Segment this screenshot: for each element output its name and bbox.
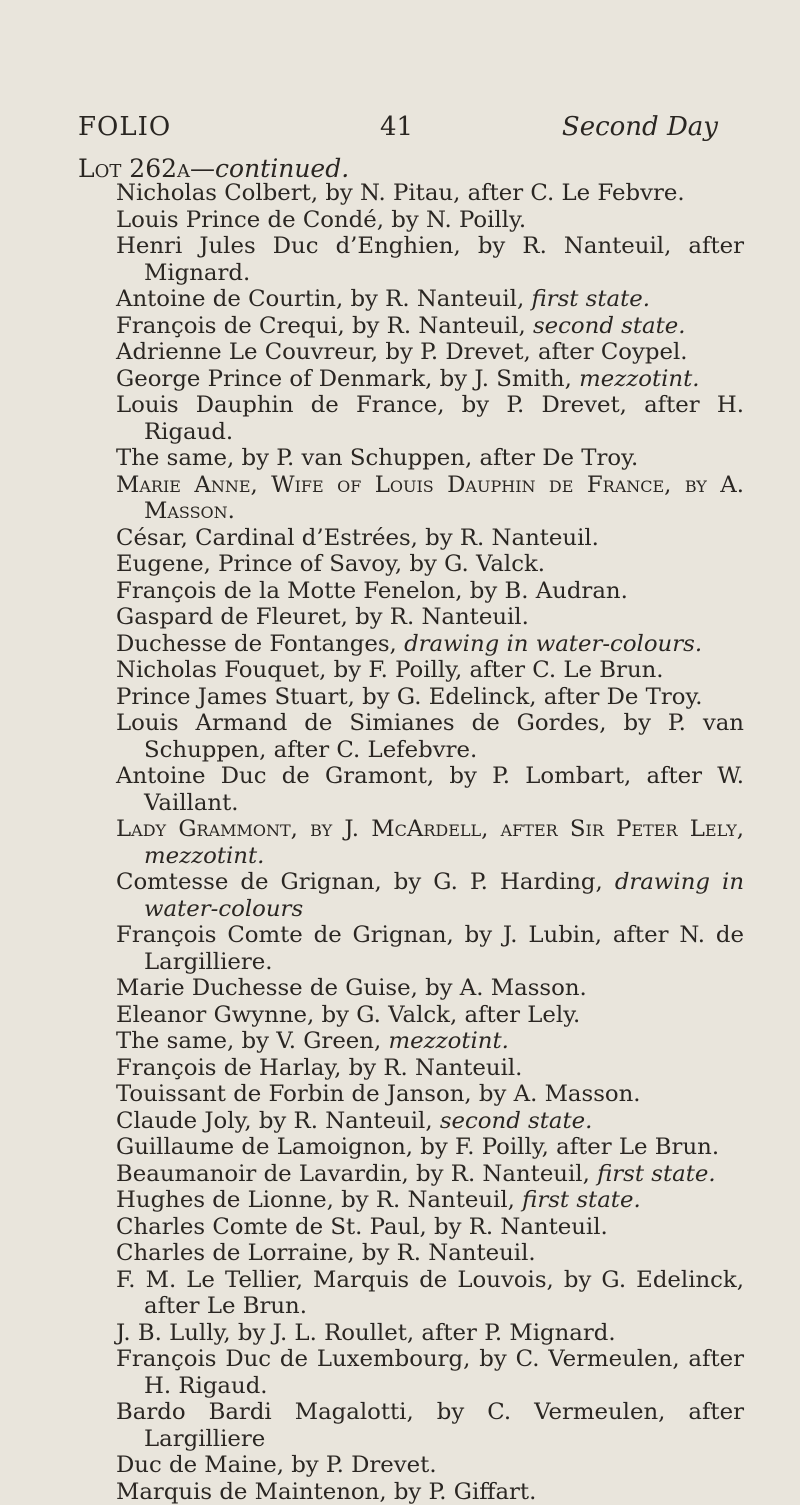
entry-text: Touissant de Forbin de Janson, by A. Masson. [116,1081,641,1107]
entry-text: Comtesse de Grignan, by G. P. Harding, [116,869,615,895]
list-item [116,1028,744,1055]
entry-note: first state. [531,286,650,312]
entry-note: first state. [522,1187,641,1213]
entry-text: Antoine Duc de Gramont, by P. Lombart, after W. Vaillant. [116,763,744,816]
entry-text: Duchesse de Fontanges, [116,631,404,657]
list-item [116,1346,744,1399]
entry-text: Duc de Maine, by P. Drevet. [116,1452,437,1478]
entry-text: François de la Motte Fenelon, by B. Audran. [116,578,628,604]
list-item [116,525,744,552]
list-item [116,922,744,975]
entry-text: Charles de Lorraine, by R. Nanteuil. [116,1240,536,1266]
entry-text: Louis Armand de Simianes de Gordes, by P. van Schuppen, after C. Lefebvre. [116,710,744,763]
entry-note: first state. [597,1161,716,1187]
entry-text: César, Cardinal d’Estrées, by R. Nanteuil. [116,525,599,551]
entry-text: Antoine de Courtin, by R. Nanteuil, [116,286,531,312]
list-item [116,339,744,366]
entry-text: Louis Dauphin de France, by P. Drevet, after H. Rigaud. [116,392,744,445]
entry-text: Gaspard de Fleuret, by R. Nanteuil. [116,604,529,630]
list-item [116,816,744,869]
list-item [116,1081,744,1108]
list-item [116,1214,744,1241]
list-item [116,684,744,711]
list-item [116,869,744,922]
list-item [116,1452,744,1479]
list-item [116,445,744,472]
entry-text: Marie Anne, Wife of Louis Dauphin de France, by A. Masson. [116,472,744,525]
entry-text: Guillaume de Lamoignon, by F. Poilly, after Le Brun. [116,1134,719,1160]
list-item [116,604,744,631]
folio-label: FOLIO [78,112,171,142]
entry-text: François de Harlay, by R. Nanteuil. [116,1055,522,1081]
lot-number: Lot 262a— [78,154,215,183]
list-item [116,313,744,340]
list-item [116,657,744,684]
list-item [116,180,744,207]
entry-text: Charles Comte de St. Paul, by R. Nanteuil. [116,1214,608,1240]
entry-text: The same, by V. Green, [116,1028,388,1054]
entry-text: Hughes de Lionne, by R. Nanteuil, [116,1187,522,1213]
list-item [116,392,744,445]
list-item [116,763,744,816]
list-item [116,1055,744,1082]
entry-text: François Duc de Luxembourg, by C. Vermeulen, after H. Rigaud. [116,1346,744,1399]
entry-text: Marie Duchesse de Guise, by A. Masson. [116,975,587,1001]
entry-text: Lady Grammont, by J. McArdell, after Sir Peter Lely, [116,816,744,842]
list-item [116,1108,744,1135]
entry-text: Nicholas Fouquet, by F. Poilly, after C. Le Brun. [116,657,664,683]
entry-text: F. M. Le Tellier, Marquis de Louvois, by G. Edelinck, after Le Brun. [116,1267,744,1320]
lot-continued: continued. [215,154,349,183]
list-item [116,1479,744,1505]
entry-text: Eugene, Prince of Savoy, by G. Valck. [116,551,545,577]
list-item [116,1134,744,1161]
entry-text: Nicholas Colbert, by N. Pitau, after C. Le Febvre. [116,180,685,206]
list-item [116,286,744,313]
list-item [116,975,744,1002]
entry-text: Henri Jules Duc d’Enghien, by R. Nanteuil, after Mignard. [116,233,744,286]
list-item [116,472,744,525]
list-item [116,1240,744,1267]
list-item [116,578,744,605]
entry-text: Beaumanoir de Lavardin, by R. Nanteuil, [116,1161,597,1187]
entry-text: Louis Prince de Condé, by N. Poilly. [116,207,526,233]
entry-note: drawing in water-colours. [404,631,702,657]
entry-text: The same, by P. van Schuppen, after De Troy. [116,445,638,471]
entry-text: George Prince of Denmark, by J. Smith, [116,366,579,392]
entry-note: mezzotint. [388,1028,508,1054]
list-item [116,1187,744,1214]
entry-note: second state. [533,313,686,339]
entry-text: Prince James Stuart, by G. Edelinck, after De Troy. [116,684,703,710]
list-item [116,1161,744,1188]
list-item [116,631,744,658]
list-item [116,710,744,763]
list-item [116,1320,744,1347]
entry-text: Marquis de Maintenon, by P. Giffart. [116,1479,536,1505]
entry-note: mezzotint. [144,843,264,869]
entry-text: François Comte de Grignan, by J. Lubin, after N. de Largilliere. [116,922,744,975]
entry-note: second state. [440,1108,593,1134]
entry-text: Eleanor Gwynne, by G. Valck, after Lely. [116,1002,580,1028]
entry-note: drawing in water-colours [144,869,744,922]
list-item [116,1002,744,1029]
list-item [116,1267,744,1320]
list-item [116,551,744,578]
entry-note: mezzotint. [579,366,699,392]
entry-text: Bardo Bardi Magalotti, by C. Vermeulen, after Largilliere [116,1399,744,1452]
page-number: 41 [380,112,413,142]
list-item [116,1399,744,1452]
list-item [116,233,744,286]
entry-text: Adrienne Le Couvreur, by P. Drevet, after Coypel. [116,339,688,365]
entry-list [116,180,744,1505]
day-label: Second Day [562,112,718,142]
entry-text: François de Crequi, by R. Nanteuil, [116,313,533,339]
entry-text: J. B. Lully, by J. L. Roullet, after P. Mignard. [116,1320,616,1346]
list-item [116,207,744,234]
entry-text: Claude Joly, by R. Nanteuil, [116,1108,440,1134]
list-item [116,366,744,393]
